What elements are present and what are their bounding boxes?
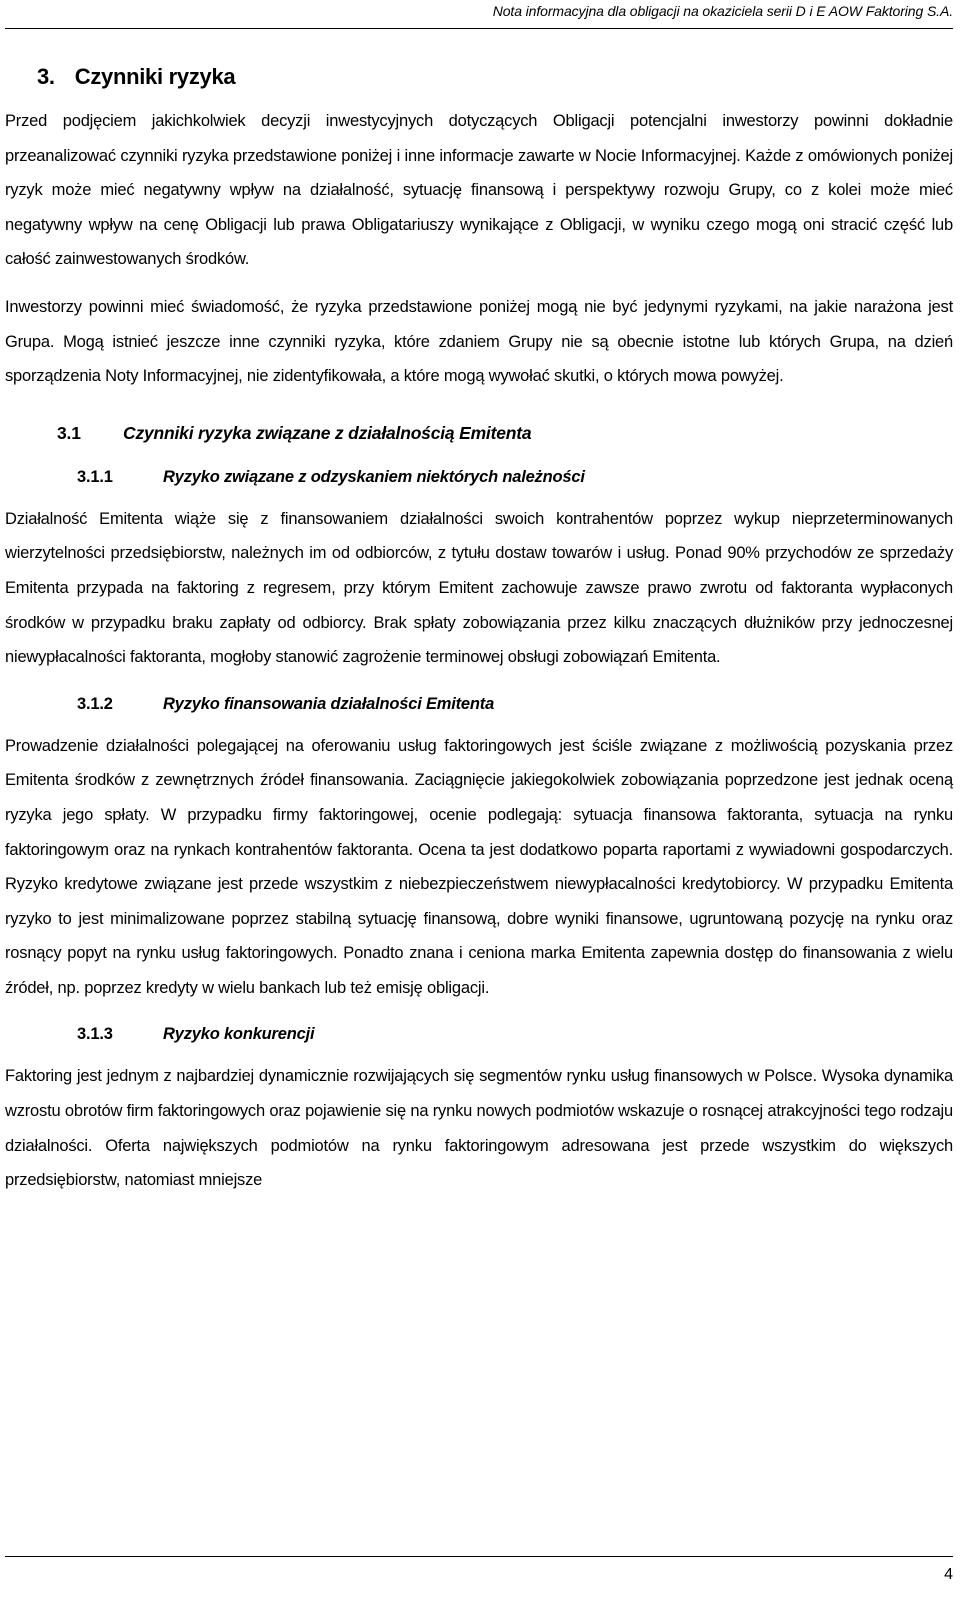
header-rule	[5, 28, 953, 29]
page-content	[5, 62, 953, 1211]
risk-paragraph-1: Działalność Emitenta wiąże się z finansowaniem działalności swoich kontrahentów poprzez wykup nieprzeterminowanych wierzytelności przedsiębiorstw, należnych im od odbiorców, z tytułu dostaw towarów i usług. Ponad 90% przychodów ze sprzedaży Emitenta przypada na faktoring z regresem, przy którym Emitent zachowuje zawsze prawo zwrotu od faktoranta wypłaconych środków w przypadku braku zapłaty od odbiorcy. Brak spłaty zobowiązania przez kilku znaczących dłużników przy jednoczesnej niewypłacalności faktoranta, mogłoby stanowić zagrożenie terminowej obsługi zobowiązań Emitenta.	[5, 509, 953, 667]
document-page	[5, 0, 953, 1597]
section-number: 3.	[37, 64, 55, 89]
section-title: Czynniki ryzyka	[74, 64, 236, 89]
intro-paragraph-2: Inwestorzy powinni mieć świadomość, że ryzyka przedstawione poniżej mogą nie być jedynymi ryzykami, na jakie narażona jest Grupa. Mogą istnieć jeszcze inne czynniki ryzyka, które zdaniem Grupy nie są obecnie istotne lub których Grupa, na dzień sporządzenia Noty Informacyjnej, nie zidentyfikowała, a które mogą wywołać skutki, o których mowa powyżej.	[5, 297, 953, 386]
risk-heading-2	[77, 689, 953, 719]
risk-title: Ryzyko konkurencji	[163, 1025, 315, 1044]
risk-paragraph-3: Faktoring jest jednym z najbardziej dynamicznie rozwijających się segmentów rynku usług finansowych w Polsce. Wysoka dynamika wzrostu obrotów firm faktoringowych oraz pojawienie się na rynku nowych podmiotów wskazuje o rosnącej atrakcyjności tego rodzaju działalności. Oferta największych podmiotów na rynku faktoringowym adresowana jest przede wszystkim do większych przedsiębiorstw, natomiast mniejsze	[5, 1067, 953, 1190]
risk-title: Ryzyko finansowania działalności Emitenta	[163, 694, 495, 713]
subsection-number: 3.1	[57, 422, 81, 443]
risk-paragraph-2: Prowadzenie działalności polegającej na oferowaniu usług faktoringowych jest ściśle związane z możliwością pozyskania przez Emitenta środków z zewnętrznych źródeł finansowania. Zaciągnięcie jakiegokolwiek zobowiązania poprzedzone jest jednak oceną ryzyka jego spłaty. W przypadku firmy faktoringowej, ocenie podlegają: sytuacja finansowa faktoranta, sytuacja na rynku faktoringowym oraz na rynkach kontrahentów faktoranta. Ocena ta jest dodatkowo poparta raportami z wywiadowni gospodarczych. Ryzyko kredytowe związane jest przede wszystkim z niebezpieczeństwem niewypłacalności kredytobiorcy. W przypadku Emitenta ryzyko to jest minimalizowane poprzez stabilną sytuację finansową, dobre wyniki finansowe, ugruntowaną pozycję na rynku oraz rosnący popyt na rynku usług faktoringowych. Ponadto znana i ceniona marka Emitenta zapewnia dostęp do finansowania z wielu źródeł, np. poprzez kredyty w wielu bankach lub też emisję obligacji.	[5, 736, 953, 997]
section-heading	[37, 62, 953, 92]
risk-title: Ryzyko związane z odzyskaniem niektórych należności	[163, 467, 585, 486]
footer-rule	[5, 1556, 953, 1557]
risk-number: 3.1.1	[77, 467, 113, 486]
risk-heading-1	[77, 462, 953, 492]
subsection-heading	[57, 418, 953, 448]
risk-heading-3	[77, 1019, 953, 1049]
risk-number: 3.1.2	[77, 694, 113, 713]
intro-paragraph-1: Przed podjęciem jakichkolwiek decyzji inwestycyjnych dotyczących Obligacji potencjalni inwestorzy powinni dokładnie przeanalizować czynniki ryzyka przedstawione poniżej i inne informacje zawarte w Nocie Informacyjnej. Każde z omówionych poniżej ryzyk może mieć negatywny wpływ na działalność, sytuację finansową i perspektywy rozwoju Grupy, co z kolei może mieć negatywny wpływ na cenę Obligacji lub prawa Obligatariuszy wynikające z Obligacji, w wyniku czego mogą oni stracić część lub całość zainwestowanych środków.	[5, 112, 953, 269]
risk-number: 3.1.3	[77, 1025, 113, 1044]
subsection-title: Czynniki ryzyka związane z działalnością Emitenta	[123, 422, 532, 443]
page-number: 4	[944, 1566, 953, 1583]
running-header: Nota informacyjna dla obligacji na okaziciela serii D i E AOW Faktoring S.A.	[492, 3, 953, 19]
